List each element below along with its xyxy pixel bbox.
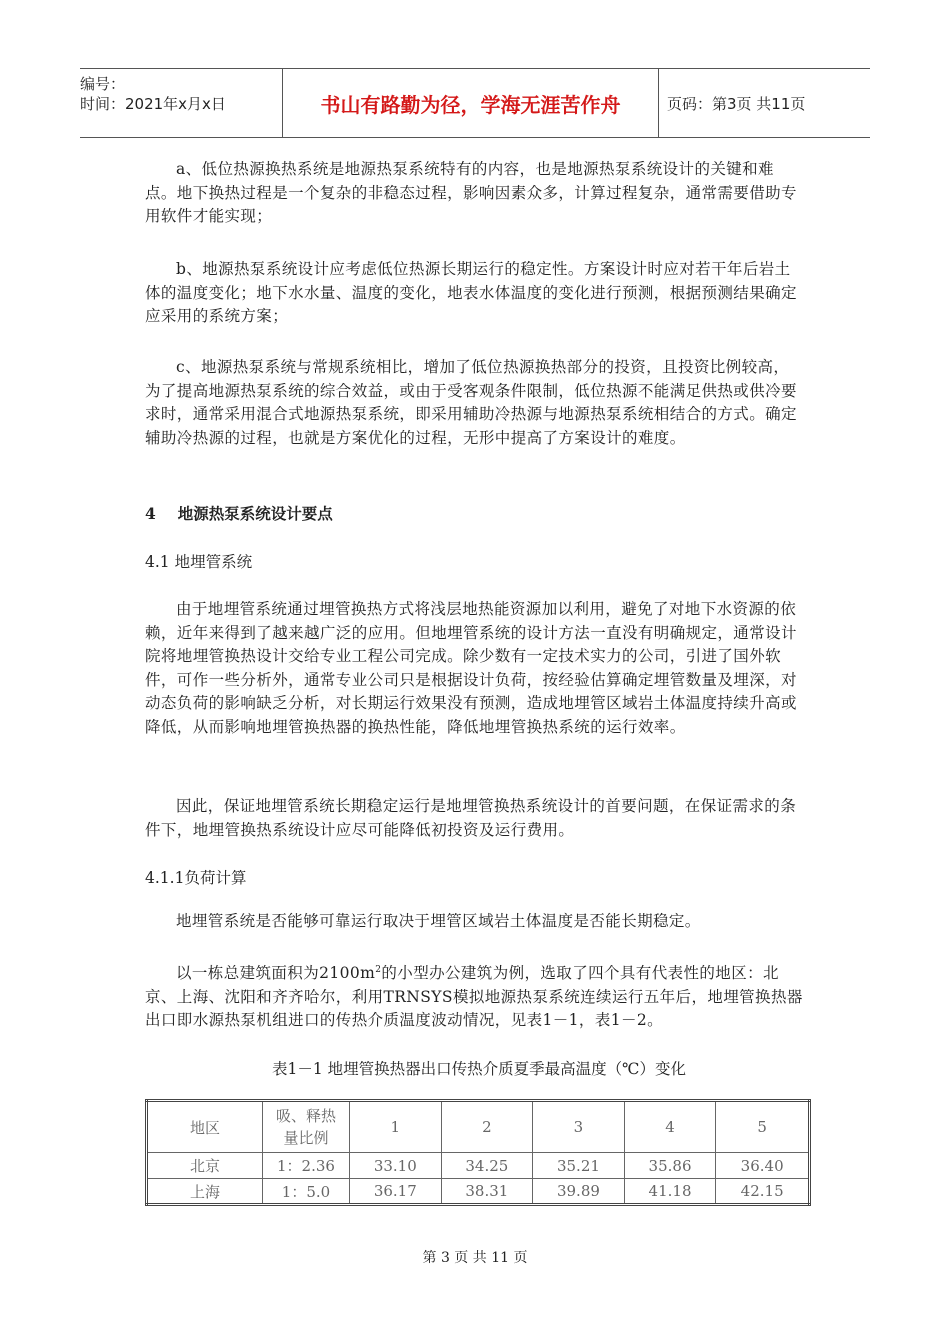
row-ratio: 1：2.36 <box>263 1153 350 1179</box>
section-heading-4-1-1: 4.1.1负荷计算 <box>145 869 247 887</box>
header-motto: 书山有路勤为径，学海无涯苦作舟 <box>282 69 659 137</box>
page-footer: 第 3 页 共 11 页 <box>422 1250 528 1266</box>
header-year-1: 1 <box>350 1101 442 1153</box>
row-ratio: 1：5.0 <box>263 1179 350 1205</box>
paragraph-b: b、地源热泵系统设计应考虑低位热源长期运行的稳定性。方案设计时应对若干年后岩土体的温度变化；地下水水量、温度的变化，地表水体温度的变化进行预测，根据预测结果确定应采用的系统方案； <box>145 260 797 325</box>
table-row <box>147 1153 810 1179</box>
section-title: 地源热泵系统设计要点 <box>177 504 333 523</box>
row-value: 34.25 <box>441 1153 533 1179</box>
row-value: 41.18 <box>624 1179 716 1205</box>
section-heading-4 <box>145 502 333 524</box>
row-value: 36.17 <box>350 1179 442 1205</box>
row-value: 36.40 <box>716 1153 810 1179</box>
table-header-row <box>147 1101 810 1153</box>
row-value: 35.86 <box>624 1153 716 1179</box>
table-row <box>147 1179 810 1205</box>
paragraph-c: c、地源热泵系统与常规系统相比，增加了低位热源换热部分的投资，且投资比例较高，为了提高地源热泵系统的综合效益，或由于受客观条件限制，低位热源不能满足供热或供冷要求时，通常采用混合式地源热泵系统，即采用辅助冷热源与地源热泵系统相结合的方式。确定辅助冷热源的过程，也就是方案优化的过程，无形中提高了方案设计的难度。 <box>145 358 797 447</box>
section-number: 4 <box>145 504 156 523</box>
paragraph-4-1-1-b <box>145 959 805 1033</box>
superscript: 2 <box>375 965 382 975</box>
temperature-table <box>145 1099 811 1206</box>
row-region: 上海 <box>147 1179 263 1205</box>
section-heading-4-1: 4.1 地埋管系统 <box>145 553 253 571</box>
paragraph-4-1-1: 地埋管系统是否能够可靠运行取决于埋管区域岩土体温度是否能长期稳定。 <box>176 912 701 930</box>
header-year-3: 3 <box>533 1101 625 1153</box>
header-page-info: 页码：第3页 共11页 <box>667 94 806 113</box>
row-value: 38.31 <box>441 1179 533 1205</box>
paragraph-4-1: 由于地埋管系统通过埋管换热方式将浅层地热能资源加以利用，避免了对地下水资源的依赖，近年来得到了越来越广泛的应用。但地埋管系统的设计方法一直没有明确规定，通常设计院将地埋管换热设计交给专业工程公司完成。除少数有一定技术实力的公司，引进了国外软件，可作一些分析外，通常专业公司只是根据设计负荷，按经验估算确定埋管数量及埋深，对动态负荷的影响缺乏分析，对长期运行效果没有预测，造成地埋管区域岩土体温度持续升高或降低，从而影响地埋管换热器的换热性能，降低地埋管换热系统的运行效率。 <box>145 600 797 736</box>
paragraph-a: a、低位热源换热系统是地源热泵系统特有的内容，也是地源热泵系统设计的关键和难点。地下换热过程是一个复杂的非稳态过程，影响因素众多，计算过程复杂，通常需要借助专用软件才能实现； <box>145 160 797 225</box>
header-ratio: 吸、释热 量比例 <box>263 1101 350 1153</box>
doc-time-label: 时间：2021年x月x日 <box>80 95 226 113</box>
header-year-2: 2 <box>441 1101 533 1153</box>
row-value: 35.21 <box>533 1153 625 1179</box>
paragraph-4-1-b: 因此，保证地埋管系统长期稳定运行是地埋管换热系统设计的首要问题，在保证需求的条件下，地埋管换热系统设计应尽可能降低初投资及运行费用。 <box>145 797 797 839</box>
text-pre: 以一栋总建筑面积为2100m <box>176 964 376 983</box>
header-year-4: 4 <box>624 1101 716 1153</box>
header-year-5: 5 <box>716 1101 810 1153</box>
table-caption: 表1－1 地埋管换热器出口传热介质夏季最高温度（℃）变化 <box>272 1060 686 1078</box>
row-value: 42.15 <box>716 1179 810 1205</box>
doc-number-label: 编号： <box>80 75 126 93</box>
text-post: 的小型办公建筑为例，选取了四个具有代表性的地区：北京、上海、沈阳和齐齐哈尔，利用TRNSYS模拟地源热泵系统连续运行五年后，地埋管换热器出口即水源热泵机组进口的传热介质温度波动情况，见表1－1，表1－2。 <box>145 964 803 1030</box>
page-header <box>80 68 870 138</box>
header-region: 地区 <box>147 1101 263 1153</box>
row-region: 北京 <box>147 1153 263 1179</box>
header-left <box>80 69 282 142</box>
row-value: 33.10 <box>350 1153 442 1179</box>
row-value: 39.89 <box>533 1179 625 1205</box>
